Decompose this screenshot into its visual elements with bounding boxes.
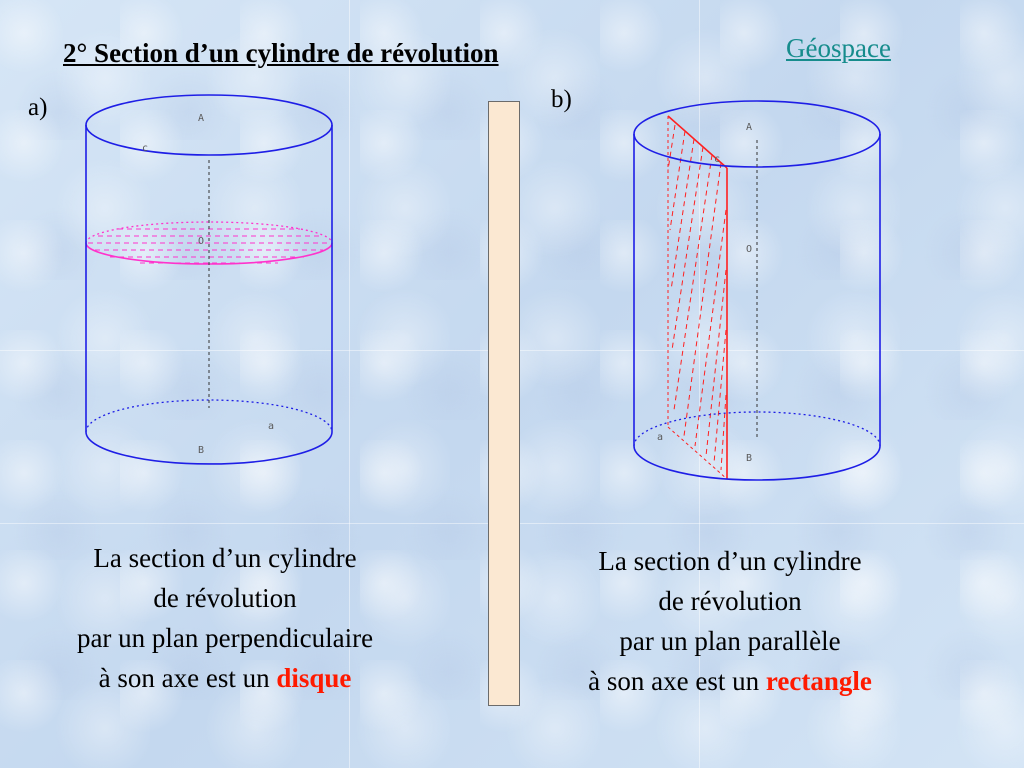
geospace-link[interactable]: Géospace: [786, 33, 891, 63]
emphasis-word: disque: [276, 663, 352, 693]
caption-line: par un plan parallèle: [619, 626, 841, 656]
point-label: c: [714, 154, 721, 165]
caption-line: par un plan perpendiculaire: [76, 623, 374, 653]
caption-line: de révolution: [658, 586, 802, 616]
caption-line: de révolution: [153, 583, 297, 613]
bottom-base-hidden: [86, 400, 332, 432]
panel-b-label: b): [551, 86, 572, 113]
cylinder-b: [634, 101, 880, 480]
caption-b: [515, 541, 945, 701]
point-label: A: [198, 113, 205, 124]
bottom-base: [86, 432, 332, 464]
emphasis-word: rectangle: [765, 666, 872, 696]
point-label: B: [198, 445, 205, 456]
point-label: c: [142, 143, 149, 154]
caption-a: [10, 538, 440, 698]
bottom-base: [634, 446, 880, 480]
rectangle-section: [668, 116, 727, 479]
point-label: B: [746, 453, 753, 464]
cylinder-a: [86, 95, 332, 464]
page-title: 2° Section d’un cylindre de révolution: [63, 38, 499, 68]
caption-line: La section d’un cylindre: [93, 543, 357, 573]
top-base: [634, 101, 880, 167]
caption-text: à son axe est un: [98, 663, 277, 693]
point-label: O: [198, 236, 205, 247]
caption-line: La section d’un cylindre: [598, 546, 862, 576]
top-base: [86, 95, 332, 155]
panel-a-label: a): [28, 94, 48, 121]
point-label: A: [746, 122, 753, 133]
point-label: a: [268, 421, 275, 432]
caption-line: [10, 658, 440, 698]
caption-line: [515, 661, 945, 701]
point-label: a: [657, 432, 664, 443]
caption-text: à son axe est un: [588, 666, 766, 696]
point-label: O: [746, 244, 753, 255]
